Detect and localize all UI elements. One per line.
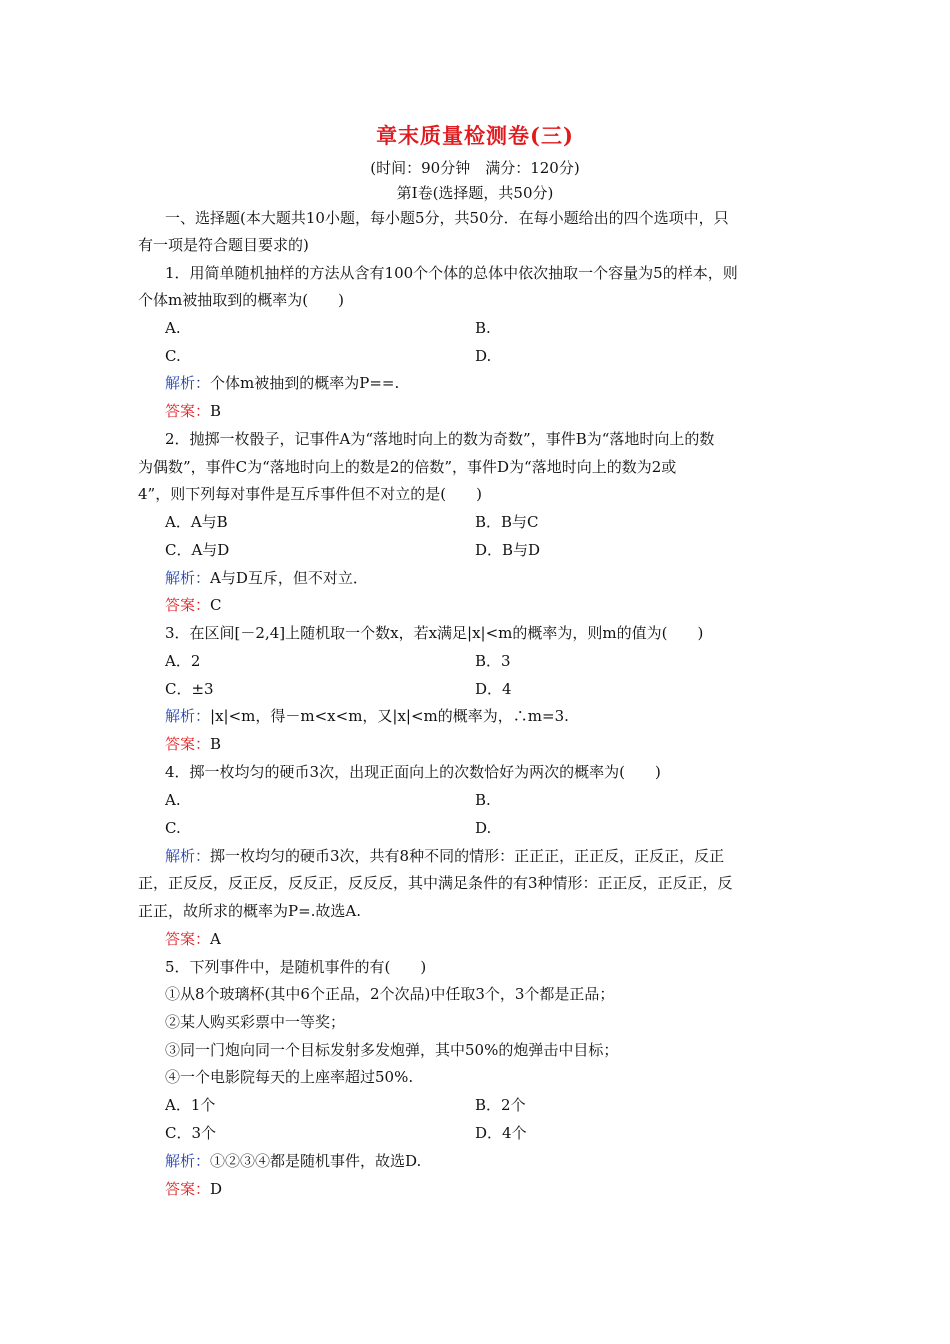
answer-label: 答案： [165, 735, 211, 753]
q4-analysis-1 [165, 846, 845, 866]
q5-analysis [165, 1151, 845, 1171]
q2-analysis-text: A与D互斥，但不对立． [210, 569, 368, 587]
q5-item-3: ③同一门炮向同一个目标发射多发炮弹，其中50%的炮弹击中目标； [165, 1041, 619, 1059]
q2-answer-text: C [210, 596, 222, 614]
q2-option-a: A．A与B [165, 513, 228, 531]
q5-option-c: C．3个 [165, 1124, 217, 1142]
q3-answer-text: B [210, 735, 222, 753]
q4-option-d: D. [475, 819, 492, 837]
q3-answer [165, 734, 845, 754]
q4-stem-1: 4．掷一枚均匀的硬币3次，出现正面向上的次数恰好为两次的概率为( ) [165, 763, 661, 781]
q4-analysis-3: 正正，故所求的概率为P=.故选A. [138, 902, 362, 920]
q5-answer-text: D [210, 1180, 223, 1198]
q1-stem-2: 个体m被抽取到的概率为( ) [138, 291, 344, 309]
q5-analysis-text: ①②③④都是随机事件，故选D. [210, 1152, 422, 1170]
q5-item-4: ④一个电影院每天的上座率超过50%. [165, 1068, 414, 1086]
q2-answer [165, 595, 845, 615]
answer-label: 答案： [165, 930, 211, 948]
q2-stem-2: 为偶数”，事件C为“落地时向上的数是2的倍数”，事件D为“落地时向上的数为2或 [138, 458, 677, 476]
q3-option-c: C．±3 [165, 680, 214, 698]
intro-line-2: 有一项是符合题目要求的) [138, 236, 309, 254]
q1-option-b: B. [475, 319, 491, 337]
q1-answer-text: B [210, 402, 222, 420]
q3-analysis [165, 706, 845, 726]
q2-option-c: C．A与D [165, 541, 230, 559]
q4-analysis-text-1: 掷一枚均匀的硬币3次，共有8种不同的情形：正正正，正正反，正反正，反正 [210, 847, 725, 865]
analysis-label: 解析： [165, 569, 211, 587]
q4-option-a: A. [165, 791, 181, 809]
q4-analysis-2: 正，正反反，反正反，反反正，反反反，其中满足条件的有3种情形：正正反，正反正，反 [138, 874, 733, 892]
exam-info: (时间：90分钟 满分：120分) [370, 159, 580, 177]
q5-answer [165, 1179, 845, 1199]
q3-option-a: A．2 [165, 652, 201, 670]
page-title: 章末质量检测卷(三) [376, 123, 574, 148]
q5-option-d: D．4个 [475, 1124, 527, 1142]
q4-answer [165, 929, 845, 949]
section-heading: 第Ⅰ卷(选择题，共50分) [396, 184, 554, 202]
q1-answer [165, 401, 845, 421]
q4-option-c: C. [165, 819, 181, 837]
q1-option-d: D. [475, 347, 492, 365]
q1-analysis [165, 373, 845, 393]
q4-answer-text: A [210, 930, 221, 948]
q2-analysis [165, 568, 845, 588]
q3-stem-1: 3．在区间[－2,4]上随机取一个数x，若x满足|x|<m的概率为，则m的值为( ) [165, 624, 704, 642]
intro-line-1: 一、选择题(本大题共10小题，每小题5分，共50分．在每小题给出的四个选项中，只 [165, 209, 729, 227]
q5-option-a: A．1个 [165, 1096, 216, 1114]
q5-item-2: ②某人购买彩票中一等奖； [165, 1013, 346, 1031]
analysis-label: 解析： [165, 374, 211, 392]
q1-option-a: A. [165, 319, 181, 337]
q3-option-d: D．4 [475, 680, 512, 698]
analysis-label: 解析： [165, 707, 211, 725]
q2-stem-1: 2．抛掷一枚骰子，记事件A为“落地时向上的数为奇数”，事件B为“落地时向上的数 [165, 430, 715, 448]
q1-stem-1: 1．用简单随机抽样的方法从含有100个个体的总体中依次抽取一个容量为5的样本，则 [165, 264, 738, 282]
q2-stem-3: 4”，则下列每对事件是互斥事件但不对立的是( ) [138, 485, 482, 503]
answer-label: 答案： [165, 1180, 211, 1198]
q3-option-b: B．3 [475, 652, 511, 670]
q3-analysis-text: |x|<m，得－m<x<m，又|x|<m的概率为，∴m=3. [210, 707, 569, 725]
q2-option-d: D．B与D [475, 541, 541, 559]
q1-analysis-text: 个体m被抽到的概率为P==. [210, 374, 400, 392]
analysis-label: 解析： [165, 1152, 211, 1170]
q2-option-b: B．B与C [475, 513, 539, 531]
q4-option-b: B. [475, 791, 491, 809]
answer-label: 答案： [165, 596, 211, 614]
q5-item-1: ①从8个玻璃杯(其中6个正品，2个次品)中任取3个，3个都是正品； [165, 985, 615, 1003]
analysis-label: 解析： [165, 847, 211, 865]
answer-label: 答案： [165, 402, 211, 420]
q5-stem-1: 5．下列事件中，是随机事件的有( ) [165, 958, 427, 976]
q1-option-c: C. [165, 347, 181, 365]
q5-option-b: B．2个 [475, 1096, 526, 1114]
